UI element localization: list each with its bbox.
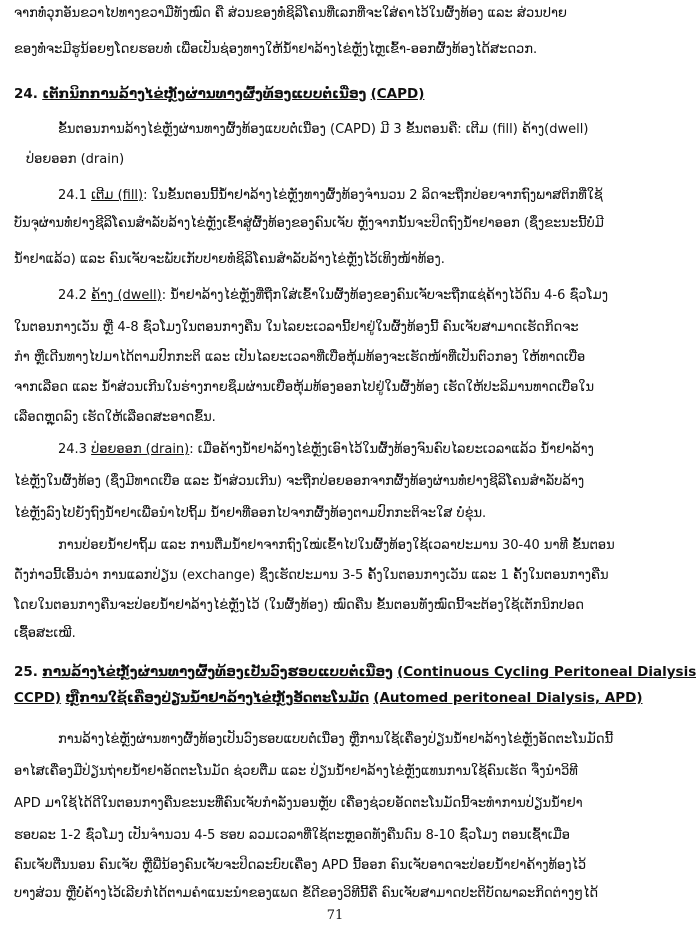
paragraph-line: APD ມາໃຊ້ໄດ້ດີໃນຕອນກາງຄືນຂະນະທີ່ຄົນເຈັບກຳລັງນອນຫຼັບ ເຄື່ອງຊ່ວຍອັດຕະໂນມັດນີ້ຈະທຳການປ່ຽນນ້ຳຢາ bbox=[14, 796, 583, 811]
paragraph-line: ການປ່ອຍນ້ຳຢາຖິ້ມ ແລະ ການຕື່ມນ້ຳຢາຈາກຖົງໃໝ່ເຂົ້າໄປໃນຜົ້ງທ້ອງໃຊ້ເວລາປະມານ 30-40 ນາທີ ຂັ້ນຕອນ bbox=[58, 538, 615, 553]
paragraph-text: : ນ້ຳຢາລ້າງໄຂ່ຫຼັງທີ່ຖືກໃສ່ເຂົ້າໃນຜົ້ງທ້ອງຂອງຄົນເຈັບຈະຖືກແຊ່ຄ້າງໄວ້ດົນ 4-6 ຊົ່ວໂມງ bbox=[161, 288, 608, 303]
subsection-24-1 bbox=[58, 186, 654, 206]
subsection-number: 24.2 bbox=[58, 288, 87, 303]
paragraph-line: ບາງສ່ວນ ຫຼືບໍ່ຄ້າງໄວ້ເລີຍກໍໄດ້ຕາມຄຳແນະນຳຂອງແພດ ຂໍ້ດີຂອງວິທີນີ້ຄື ຄົນເຈັບສາມາດປະຕິບັດພາລະກິດຕ່າງໆໄດ້ bbox=[14, 886, 599, 901]
subsection-24-2 bbox=[58, 286, 654, 306]
paragraph-line: ໂດຍໃນຕອນກາງຄືນຈະປ່ອຍນ້ຳຢາລ້າງໄຂ່ຫຼັງໄວ້ (ໃນຜົ້ງທ້ອງ) ໝົດຄືນ ຂັ້ນຕອນທັງໝົດນີ້ຈະຕ້ອງໃຊ້ເຕັກນິກປອດ bbox=[14, 598, 584, 613]
paragraph-line: ຂັ້ນຕອນການລ້າງໄຂ່ຫຼັງຜ່ານທາງຜົ້ງທ້ອງແບບຕໍ່ເນື່ອງ (CAPD) ມີ 3 ຂັ້ນຕອນຄື: ເຕີມ (fill) ຄ້າງ(dwell) bbox=[58, 122, 589, 137]
paragraph-text: : ໃນຂັ້ນຕອນນີ້ນ້ຳຢາລ້າງໄຂ່ຫຼັງທາງຜົ້ງທ້ອງຈຳນວນ 2 ລິດຈະຖືກປ່ອຍຈາກຖົງພາສຕິກທີ່ໃຊ້ bbox=[143, 188, 603, 203]
paragraph-line: ຈາກເລືອດ ແລະ ນ້ຳສ່ວນເກີນໃນຮ່າງກາຍຊຶມຜ່ານເຍື່ອຫຸ້ມທ້ອງອອກໄປຢູ່ໃນຜົ້ງທ້ອງ ເຮັດໃຫ້ປະລິມານທາດເບື່ອໃນ bbox=[14, 380, 595, 395]
paragraph-line: ບັນຈຸຜ່ານທໍ່ຢາງຊີລິໂຄນສຳລັບລ້າງໄຂ່ຫຼັງເຂົ້າສູ່ຜົ້ງທ້ອງຂອງຄົນເຈັບ ຫຼັງຈາກນັ້ນຈະປິດຖົງນ້ຳຢາອອກ (ຊຶ່ງຂະນະນີ້ບໍ່ມີ bbox=[14, 216, 604, 231]
section-25-english-2: (Automed peritoneal Dialysis, APD) bbox=[373, 690, 643, 706]
paragraph-line: ປ່ອຍອອກ (drain) bbox=[26, 152, 125, 167]
section-25-title-2: ຫຼືການໃຊ້ເຄື່ອງປ່ຽນນ້ຳຢາລ້າງໄຂ່ຫຼັງອັດຕະໂນມັດ bbox=[65, 690, 370, 706]
paragraph-line: ໄຂ່ຫຼັງໃນຜົ້ງທ້ອງ (ຊຶ່ງມີທາດເບື່ອ ແລະ ນ້ຳສ່ວນເກີນ) ຈະຖືກປ່ອຍອອກຈາກຜົ້ງທ້ອງຜ່ານທໍ່ຢາງຊີລິໂຄນສຳລັບລ້າງ bbox=[14, 474, 585, 489]
section-25-number: 25. bbox=[14, 664, 38, 680]
subsection-term: ປ່ອຍອອກ (drain) bbox=[91, 442, 190, 457]
subsection-number: 24.1 bbox=[58, 188, 87, 203]
paragraph-line: ນ້ຳຢາແລ້ວ) ແລະ ຄົນເຈັບຈະພັບເກັບປາຍທໍ່ຊິລິໂຄນສຳລັບລ້າງໄຂ່ຫຼັງໄວ້ເທິງໜ້າທ້ອງ. bbox=[14, 252, 445, 267]
page-number: 71 bbox=[326, 908, 344, 923]
subsection-term: ເຕີມ (fill) bbox=[91, 188, 144, 203]
paragraph-line: ເລືອດຫຼຸດລົງ ເຮັດໃຫ້ເລືອດສະອາດຂຶ້ນ. bbox=[14, 410, 216, 425]
section-25-english: (Continuous Cycling Peritoneal Dialysis bbox=[397, 664, 696, 680]
section-24-abbr: (CAPD) bbox=[370, 86, 425, 102]
intro-line-2: ຂອງທໍ່ຈະມີຮູນ້ອຍໆໂດຍຮອບທໍ່ ເພື່ອເປັນຊ່ອງທາງໃຫ້ນ້ຳຢາລ້າງໄຂ່ຫຼັງໄຫຼເຂົ້າ-ອອກຜົ້ງທ້ອງໄດ້ສະດວກ. bbox=[14, 42, 538, 57]
section-25-heading-cont bbox=[14, 688, 654, 708]
paragraph-line: ຄົນເຈັບຕື່ນນອນ ຄົນເຈັບ ຫຼືພີ່ນ້ອງຄົນເຈັບຈະປິດລະບົບເຄື່ອງ APD ນີ້ອອກ ຄົນເຈັບອາດຈະປ່ອຍນ້ຳຢາຄ້າງທ້ອງໄວ້ bbox=[14, 858, 587, 873]
paragraph-line: ການລ້າງໄຂ່ຫຼັງຜ່ານທາງຜົ້ງທ້ອງເປັນວົງຮອບແບບຕໍ່ເນື່ອງ ຫຼືການໃຊ້ເຄື່ອງປ່ຽນນ້ຳຢາລ້າງໄຂ່ຫຼັງອັດຕະໂນມັດນີ້ bbox=[58, 732, 614, 747]
subsection-term: ຄ້າງ (dwell) bbox=[91, 288, 162, 303]
paragraph-line: ຮອບລະ 1-2 ຊົ່ວໂມງ ເປັນຈຳນວນ 4-5 ຮອບ ລວມເວລາທີ່ໃຊ້ຕະຫຼອດທັງຄືນດົນ 8-10 ຊົ່ວໂມງ ຕອນເຊົ້າເມື່ອ bbox=[14, 828, 571, 843]
paragraph-line: ເຊື້ອສະເໝີ. bbox=[14, 626, 76, 641]
paragraph-line: ອາໄສເຄື່ອງມືປ່ຽນຖ່າຍນ້ຳຢາອັດຕະໂນມັດ ຊ່ວຍຕື່ມ ແລະ ປ່ຽນນ້ຳຢາລ້າງໄຂ່ຫຼັງແທນການໃຊ້ຄົນເຮັດ ຈຶ່ງນຳວິທີ bbox=[14, 764, 578, 779]
subsection-number: 24.3 bbox=[58, 442, 87, 457]
section-25-heading bbox=[14, 662, 696, 682]
paragraph-line: ກຳ ຫຼືເດີນທາງໄປມາໄດ້ຕາມປົກກະຕິ ແລະ ເປັນໄລຍະເວລາທີ່ເບື່ອຫຸ້ມທ້ອງຈະເຮັດໜ້າທີ່ເປັນຕົວກອງ ໃຫ້ທາດເບື່ອ bbox=[14, 350, 586, 365]
paragraph-text: : ເມື່ອຄ້າງນ້ຳຢາລ້າງໄຂ່ຫຼັງເອົາໄວ້ໃນຜົ້ງທ້ອງຈົນຄົບໄລຍະເວລາແລ້ວ ນ້ຳຢາລ້າງ bbox=[189, 442, 594, 457]
section-24-heading bbox=[14, 84, 654, 104]
section-24-number: 24. bbox=[14, 86, 38, 102]
paragraph-line: ໃນຕອນກາງເວັນ ຫຼື 4-8 ຊົ່ວໂມງໃນຕອນກາງຄືນ ໃນໄລຍະເວລານີ້ຢາຢູ່ໃນຜົ້ງທ້ອງນີ້ ຄົນເຈັບສາມາດເຮັດກິດຈະ bbox=[14, 320, 579, 335]
paragraph-line: ດັ່ງກ່າວນີ້ເອີ້ນວ່າ ການແລກປ່ຽນ (exchange) ຊຶ່ງເຮັດປະມານ 3-5 ຄັ້ງໃນຕອນກາງເວັນ ແລະ 1 ຄັ້ງໃນຕອນກາງຄືນ bbox=[14, 568, 609, 583]
intro-line-1: ຈາກທໍ່ວຸກອັນຂວາໄປທາງຂວາມືທັງໝົດ ຄື ສ່ວນຂອງທໍ່ຊິລິໂຄນທີ່ເລກທີ່ຈະໃສ່ຄາໄວ້ໃນຜົ້ງທ້ອງ ແລະ ສ່ວນປາຍ bbox=[14, 6, 567, 21]
subsection-24-3 bbox=[58, 440, 654, 460]
paragraph-line: ໄຂ່ຫຼັງລົງໄປຍັງຖົງນ້ຳຢາເພື່ອນຳໄປຖິ້ມ ນ້ຳຢາທີ່ອອກໄປຈາກຜົ້ງທ້ອງຕາມປົກກະຕິຈະໃສ ບໍ່ຂຸ່ນ. bbox=[14, 506, 487, 521]
section-25-title: ການລ້າງໄຂ່ຫຼັງຜ່ານທາງຜົ້ງທ້ອງເປັນວົງຮອບແບບຕໍ່ເນື່ອງ bbox=[42, 664, 393, 680]
section-24-title: ເຕັກນິກການລ້າງໄຂ່ຫຼັງຜ່ານທາງຜົ້ງທ້ອງແບບຕໍ່ເນື່ອງ bbox=[42, 86, 367, 102]
section-25-english: CCPD) bbox=[14, 690, 62, 706]
